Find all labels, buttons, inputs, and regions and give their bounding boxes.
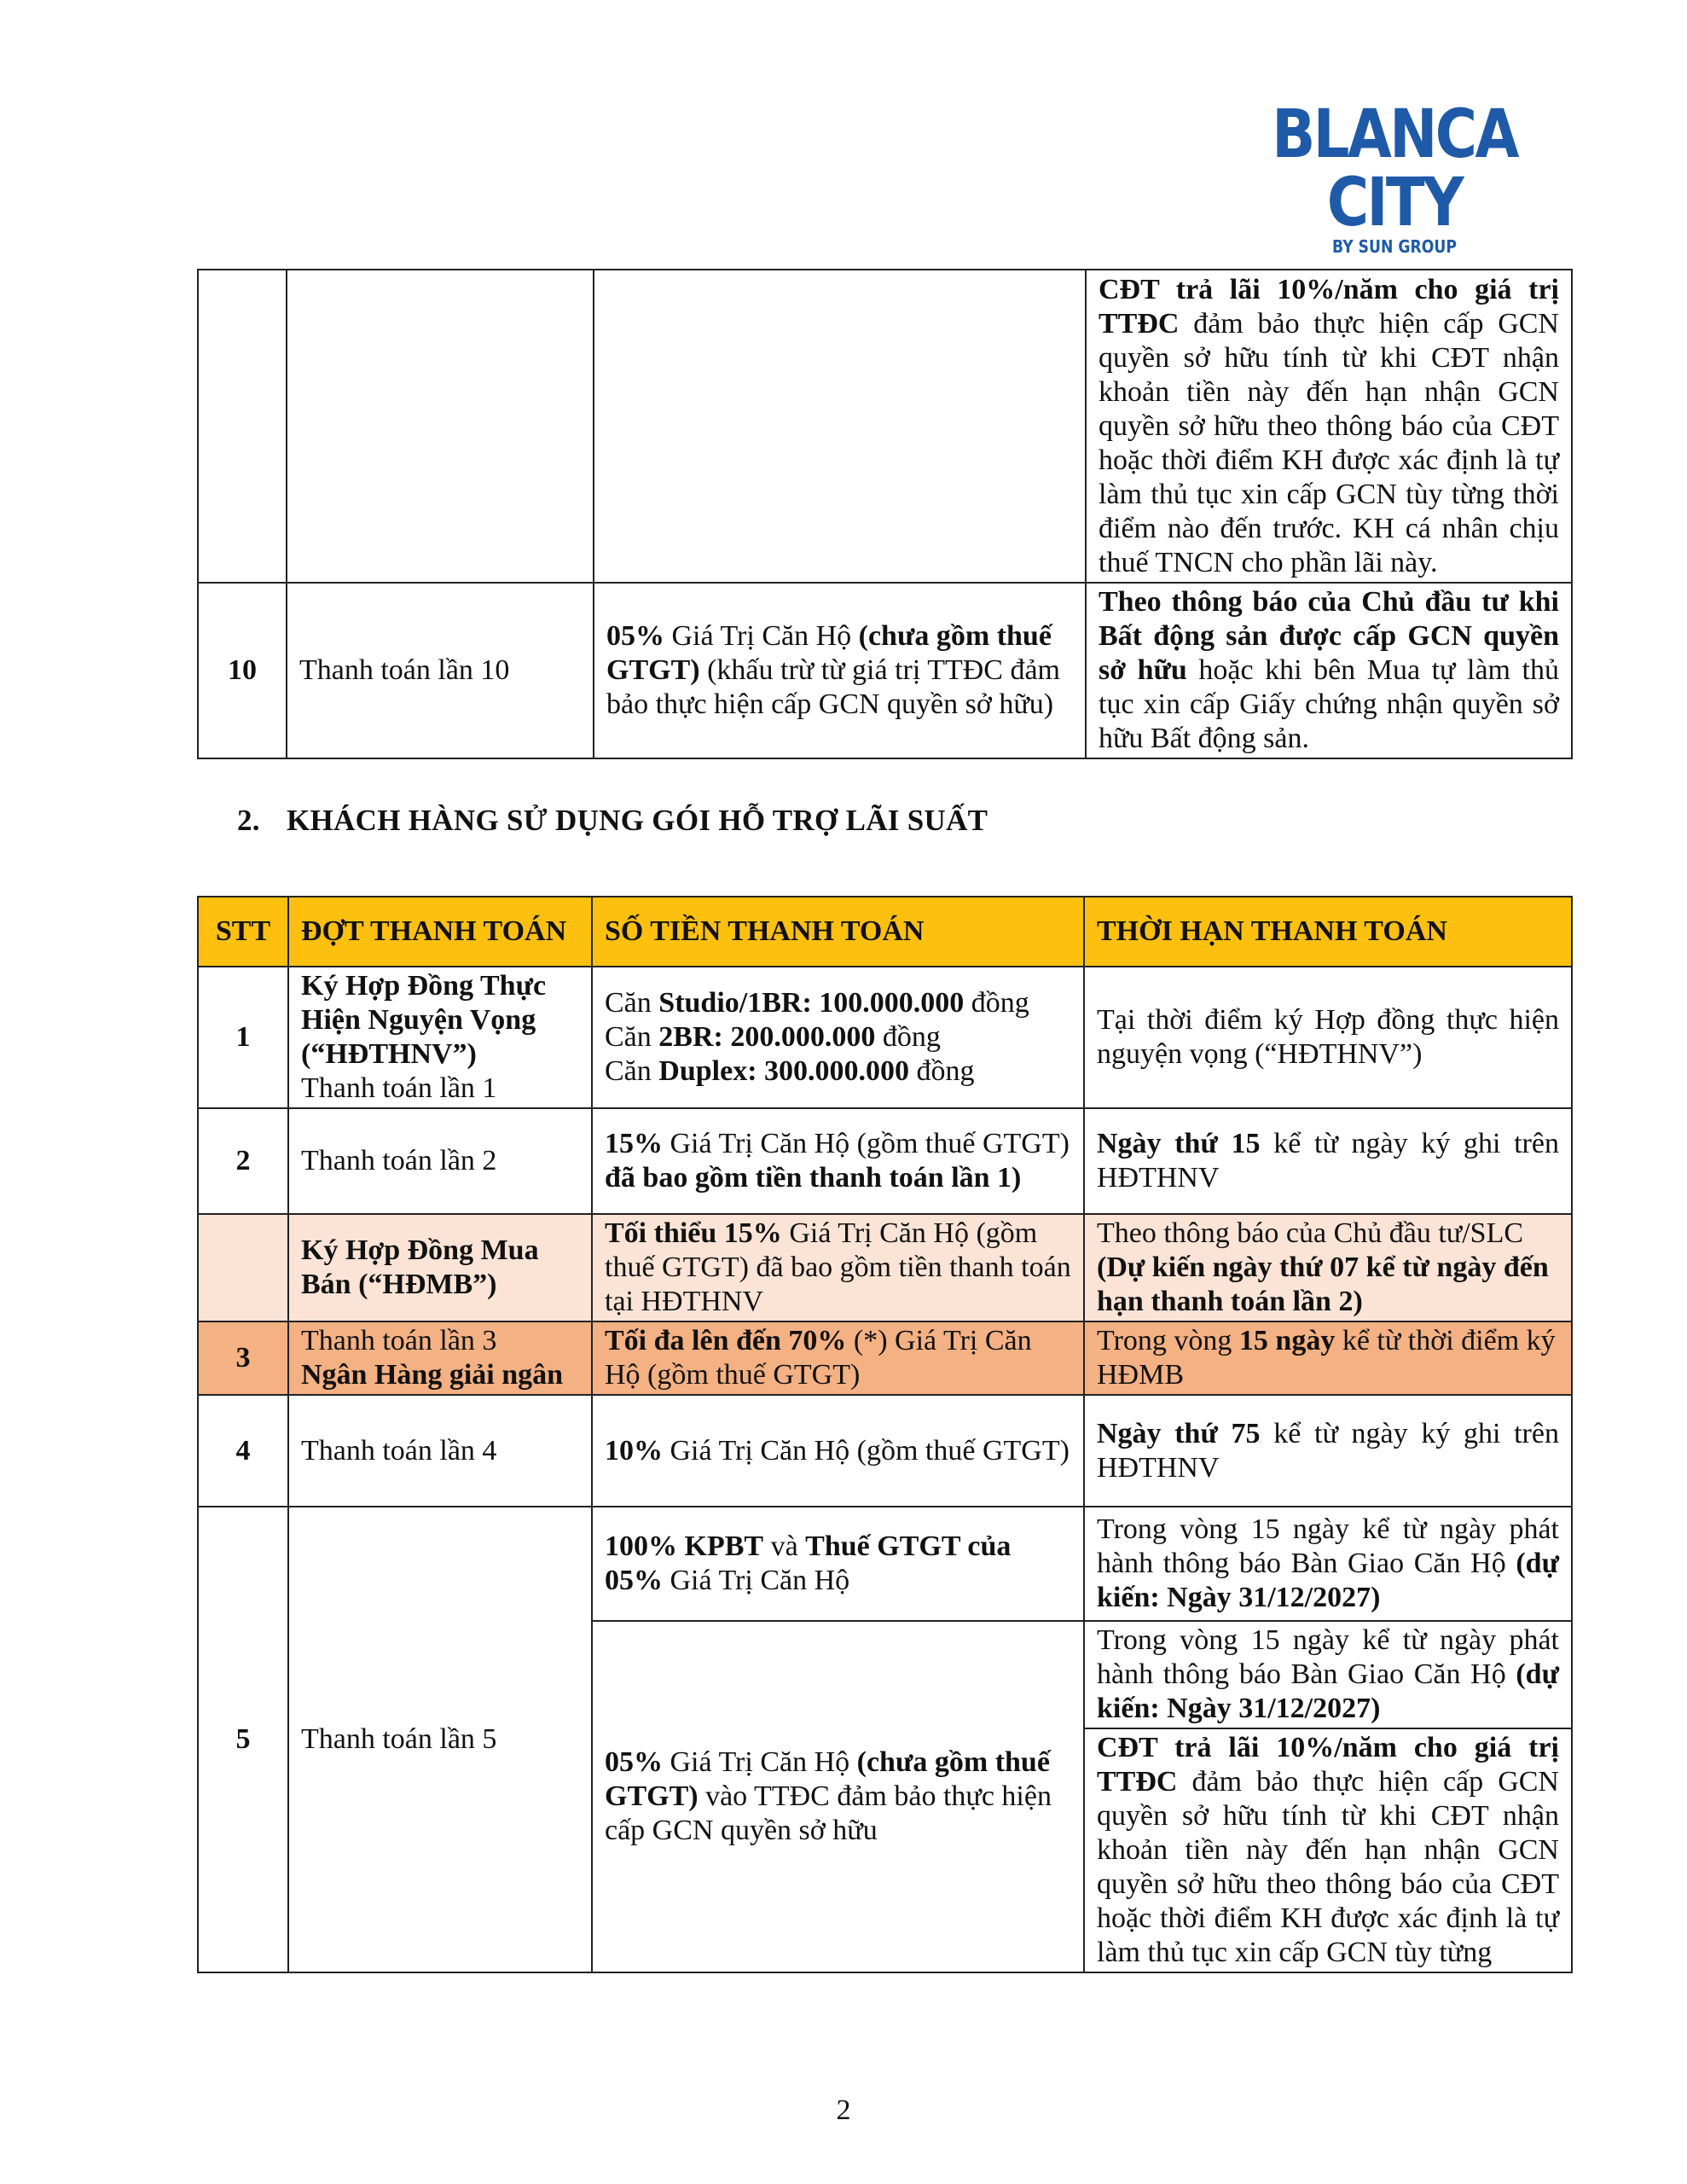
section-number: 2.: [237, 804, 260, 837]
payment-table-standard: [197, 269, 1573, 759]
dot-cell: Thanh toán lần 2: [288, 1108, 592, 1214]
amount-cell: 15% Giá Trị Căn Hộ (gồm thuế GTGT) đã bao gồm tiền thanh toán lần 1): [592, 1108, 1084, 1214]
dot-cell: [287, 270, 594, 583]
logo-tagline: BY SUN GROUP: [1332, 236, 1457, 257]
stt-cell: 2: [198, 1108, 288, 1214]
header-dot: ĐỢT THANH TOÁN: [288, 897, 592, 967]
dot-cell: Thanh toán lần 3 Ngân Hàng giải ngân: [288, 1321, 592, 1395]
amount-cell: [594, 270, 1086, 583]
amount-cell: 10% Giá Trị Căn Hộ (gồm thuế GTGT): [592, 1395, 1084, 1507]
page-number: 2: [836, 2094, 851, 2126]
table-header-row: [198, 897, 1572, 967]
table-row-hdmb: [198, 1214, 1572, 1321]
deadline-cell: CĐT trả lãi 10%/năm cho giá trị TTĐC đảm bảo thực hiện cấp GCN quyền sở hữu tính từ khi CĐT nhận khoản tiền này đến hạn nhận GCN quyền sở hữu theo thông báo của CĐT hoặc thời điểm KH được xác định là tự làm thủ tục xin cấp GCN tùy từng thời điểm nào đến trước. KH cá nhân chịu thuế TNCN cho phần lãi này.: [1086, 270, 1572, 583]
deadline-cell: CĐT trả lãi 10%/năm cho giá trị TTĐC đảm bảo thực hiện cấp GCN quyền sở hữu tính từ khi CĐT nhận khoản tiền này đến hạn nhận GCN quyền sở hữu theo thông báo của CĐT hoặc thời điểm KH được xác định là tự làm thủ tục xin cấp GCN tùy từng: [1084, 1728, 1572, 1972]
deadline-cell: Ngày thứ 75 kể từ ngày ký ghi trên HĐTHNV: [1084, 1395, 1572, 1507]
stt-cell: 4: [198, 1395, 288, 1507]
table-row: [198, 270, 1572, 583]
dot-cell: Thanh toán lần 4: [288, 1395, 592, 1507]
header-amount: SỐ TIỀN THANH TOÁN: [592, 897, 1084, 967]
stt-cell: [198, 1214, 288, 1321]
table-row: [198, 583, 1572, 758]
blanca-city-logo: [1228, 96, 1561, 257]
stt-cell: 5: [198, 1507, 288, 1972]
stt-cell: 10: [198, 583, 287, 758]
table-row: [198, 1108, 1572, 1214]
stt-cell: 1: [198, 967, 288, 1108]
header-stt: STT: [198, 897, 288, 967]
table-row-bank: [198, 1321, 1572, 1395]
table-row: [198, 967, 1572, 1108]
amount-cell: Tối thiểu 15% Giá Trị Căn Hộ (gồm thuế GTGT) đã bao gồm tiền thanh toán tại HĐTHNV: [592, 1214, 1084, 1321]
amount-cell: Tối đa lên đến 70% (*) Giá Trị Căn Hộ (gồm thuế GTGT): [592, 1321, 1084, 1395]
deadline-cell: Trong vòng 15 ngày kể từ thời điểm ký HĐMB: [1084, 1321, 1572, 1395]
dot-cell: Ký Hợp Đồng Mua Bán (“HĐMB”): [288, 1214, 592, 1321]
table-row: [198, 1395, 1572, 1507]
deadline-cell: Theo thông báo của Chủ đầu tư khi Bất động sản được cấp GCN quyền sở hữu hoặc khi bên Mua tự làm thủ tục xin cấp Giấy chứng nhận quyền sở hữu Bất động sản.: [1086, 583, 1572, 758]
dot-cell: Thanh toán lần 10: [287, 583, 594, 758]
header-deadline: THỜI HẠN THANH TOÁN: [1084, 897, 1572, 967]
dot-cell: Ký Hợp Đồng Thực Hiện Nguyện Vọng (“HĐTHNV”) Thanh toán lần 1: [288, 967, 592, 1108]
stt-cell: [198, 270, 287, 583]
logo-wordmark: BLANCA CITY: [1272, 96, 1517, 241]
amount-cell: 100% KPBT và Thuế GTGT của 05% Giá Trị Căn Hộ: [592, 1507, 1084, 1621]
section-title: KHÁCH HÀNG SỬ DỤNG GÓI HỖ TRỢ LÃI SUẤT: [287, 804, 988, 837]
deadline-cell: Trong vòng 15 ngày kể từ ngày phát hành thông báo Bàn Giao Căn Hộ (dự kiến: Ngày 31/12/2027): [1084, 1621, 1572, 1728]
deadline-cell: Trong vòng 15 ngày kể từ ngày phát hành thông báo Bàn Giao Căn Hộ (dự kiến: Ngày 31/12/2027): [1084, 1507, 1572, 1621]
section-heading: [237, 804, 988, 838]
deadline-cell: Ngày thứ 15 kể từ ngày ký ghi trên HĐTHNV: [1084, 1108, 1572, 1214]
dot-cell: Thanh toán lần 5: [288, 1507, 592, 1972]
deadline-cell: Theo thông báo của Chủ đầu tư/SLC (Dự kiến ngày thứ 07 kể từ ngày đến hạn thanh toán lần 2): [1084, 1214, 1572, 1321]
amount-cell: Căn Studio/1BR: 100.000.000 đồng Căn 2BR: 200.000.000 đồng Căn Duplex: 300.000.000 đồng: [592, 967, 1084, 1108]
amount-cell: 05% Giá Trị Căn Hộ (chưa gồm thuế GTGT) (khấu trừ từ giá trị TTĐC đảm bảo thực hiện cấp GCN quyền sở hữu): [594, 583, 1086, 758]
payment-table-interest-support: [197, 896, 1573, 1973]
deadline-cell: Tại thời điểm ký Hợp đồng thực hiện nguyện vọng (“HĐTHNV”): [1084, 967, 1572, 1108]
stt-cell: 3: [198, 1321, 288, 1395]
table-row: [198, 1507, 1572, 1621]
amount-cell: 05% Giá Trị Căn Hộ (chưa gồm thuế GTGT) vào TTĐC đảm bảo thực hiện cấp GCN quyền sở hữu: [592, 1621, 1084, 1972]
